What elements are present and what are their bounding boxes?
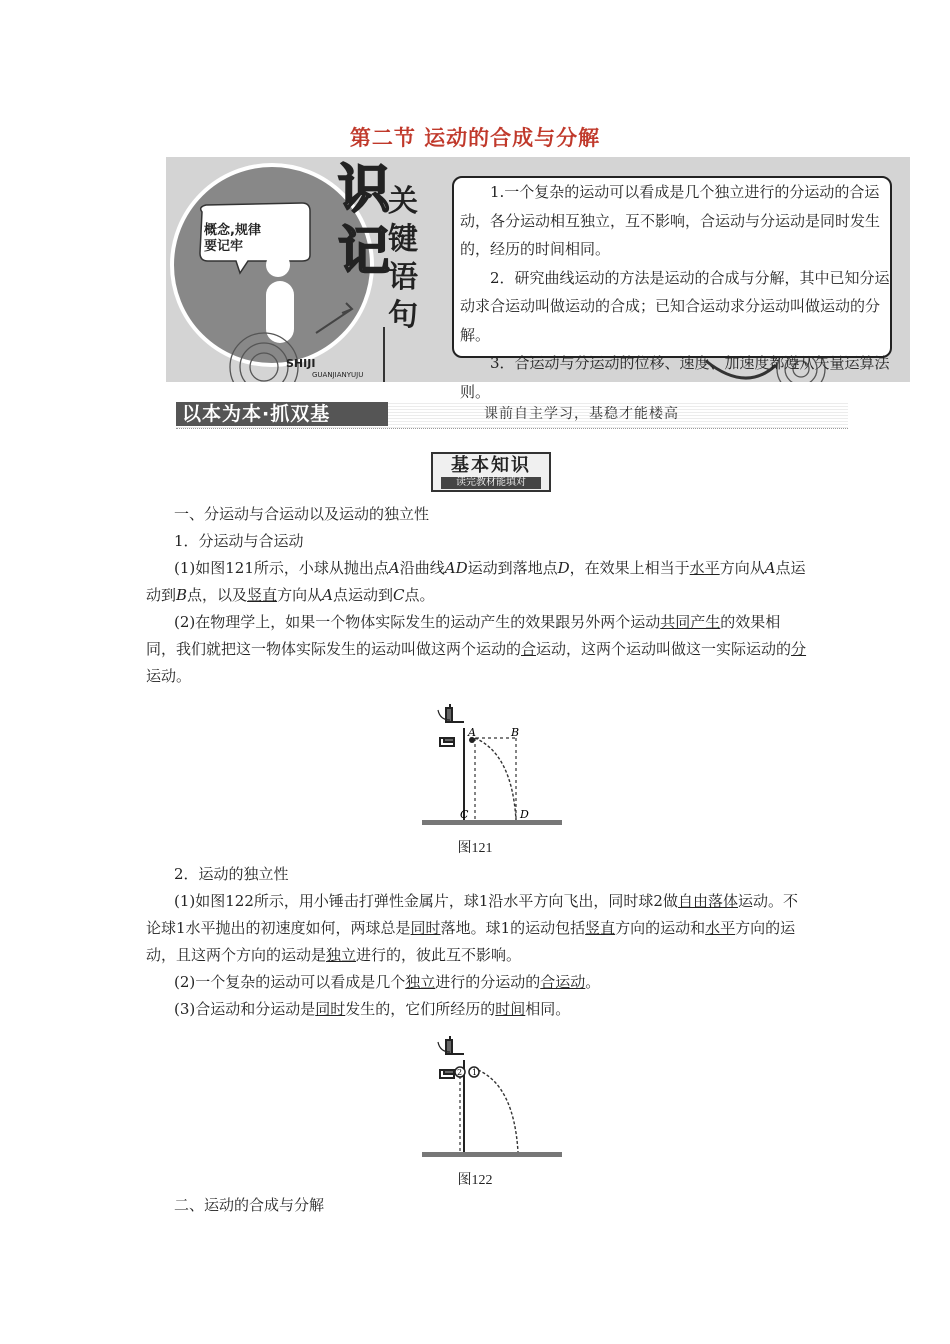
key-point-1: 1.一个复杂的运动可以看成是几个独立进行的分运动的合运动，各分运动相互独立，互不影响，合运动与分运动是同时发生的，经历的时间相同。 <box>460 183 881 258</box>
answer-underline: 时间 <box>495 1000 526 1018</box>
bubble-line-2: 要记牢 <box>204 239 244 254</box>
side-char-4: 句 <box>388 298 418 333</box>
big-char-1: 识 <box>338 160 391 220</box>
pinyin-main: SHIJI <box>286 357 316 370</box>
ground <box>422 1152 562 1157</box>
answer-underline: 合 <box>521 640 537 658</box>
paragraph-1: (1)如图121所示，小球从抛出点A沿曲线AD运动到落地点D，在效果上相当于水平方向从A点运动到B点，以及竖直方向从A点运动到C点。 <box>146 559 806 604</box>
trajectory-curve <box>478 1070 518 1152</box>
side-char-1: 关 <box>388 184 418 219</box>
page-title: 第二节 运动的合成与分解 <box>349 126 601 150</box>
side-title-chars <box>388 183 418 335</box>
ball-2-label: 2 <box>457 1068 463 1077</box>
paragraph-4: (2)一个复杂的运动可以看成是几个独立进行的分运动的合运动。 <box>174 973 601 991</box>
answer-underline: 共同产生 <box>660 613 721 631</box>
answer-underline: 合运动 <box>540 973 586 991</box>
bubble-text <box>204 223 261 255</box>
answer-underline: 竖直 <box>585 919 616 937</box>
key-point-3: 3．合运动与分运动的位移、速度、加速度都遵从矢量运算法则。 <box>460 354 890 401</box>
body-part-2 <box>146 861 810 1023</box>
answer-underline: 独立 <box>326 946 357 964</box>
figure-122-caption: 图122 <box>457 1173 493 1188</box>
figure-121 <box>420 698 565 828</box>
answer-underline: 水平 <box>689 559 720 577</box>
side-char-2: 键 <box>388 222 418 257</box>
section-bar-subtitle: 课前自主学习，基稳才能楼高 <box>484 406 679 422</box>
big-char-2: 记 <box>338 222 391 282</box>
basic-knowledge-header <box>431 452 551 492</box>
side-char-3: 语 <box>388 260 418 295</box>
answer-underline: 自由落体 <box>677 892 738 910</box>
basic-knowledge-title: 基本知识 <box>451 455 531 476</box>
label-c: C <box>460 808 469 821</box>
section-bar-label: 以本为本·抓双基 <box>176 402 388 426</box>
subheading-2: 2．运动的独立性 <box>174 865 289 883</box>
paragraph-3: (1)如图122所示，用小锤击打弹性金属片，球1沿水平方向飞出，同时球2做自由落体运动。不论球1水平抛出的初速度如何，两球总是同时落地。球1的运动包括竖直方向的运动和水平方向的运动，且这两个方向的运动是独立进行的，彼此互不影响。 <box>146 892 798 964</box>
key-point-2: 2．研究曲线运动的方法是运动的合成与分解，其中已知分运动求合运动叫做运动的合成；已知合运动求分运动叫做运动的分解。 <box>460 268 890 344</box>
answer-underline: 竖直 <box>247 586 278 604</box>
pinyin-sub: GUANJIANYUJU <box>312 371 364 379</box>
heading-2: 二、运动的合成与分解 <box>174 1196 325 1214</box>
answer-underline: 独立 <box>405 973 436 991</box>
ground <box>422 820 562 825</box>
label-b: B <box>511 726 520 739</box>
person-head <box>266 253 290 277</box>
paragraph-5: (3)合运动和分运动是同时发生的，它们所经历的时间相同。 <box>174 1000 571 1018</box>
answer-underline: 同时 <box>410 919 441 937</box>
answer-underline: 水平 <box>705 919 736 937</box>
answer-underline: 同时 <box>315 1000 346 1018</box>
paragraph-2: (2)在物理学上，如果一个物体实际发生的运动产生的效果跟另外两个运动共同产生的效果相同，我们就把这一物体实际发生的运动叫做这两个运动的合运动，这两个运动叫做这一实际运动的分运动。 <box>146 613 807 685</box>
body-part-3 <box>146 1192 810 1219</box>
figure-122 <box>420 1030 565 1162</box>
basic-knowledge-subtitle: 读完教材能填对 <box>441 477 541 489</box>
bubble-line-1: 概念,规律 <box>204 223 261 238</box>
subheading-1: 1．分运动与合运动 <box>174 532 304 550</box>
answer-underline: 分 <box>791 640 807 658</box>
big-title-chars <box>338 159 390 283</box>
trajectory-curve <box>475 738 516 820</box>
figure-121-caption: 图121 <box>457 841 493 856</box>
key-points-text <box>460 178 890 406</box>
label-d: D <box>520 808 529 821</box>
heading-1: 一、分运动与合运动以及运动的独立性 <box>174 505 430 523</box>
label-a: A <box>468 726 476 739</box>
body-part-1 <box>146 501 810 690</box>
ball-1-label: 1 <box>472 1068 478 1077</box>
